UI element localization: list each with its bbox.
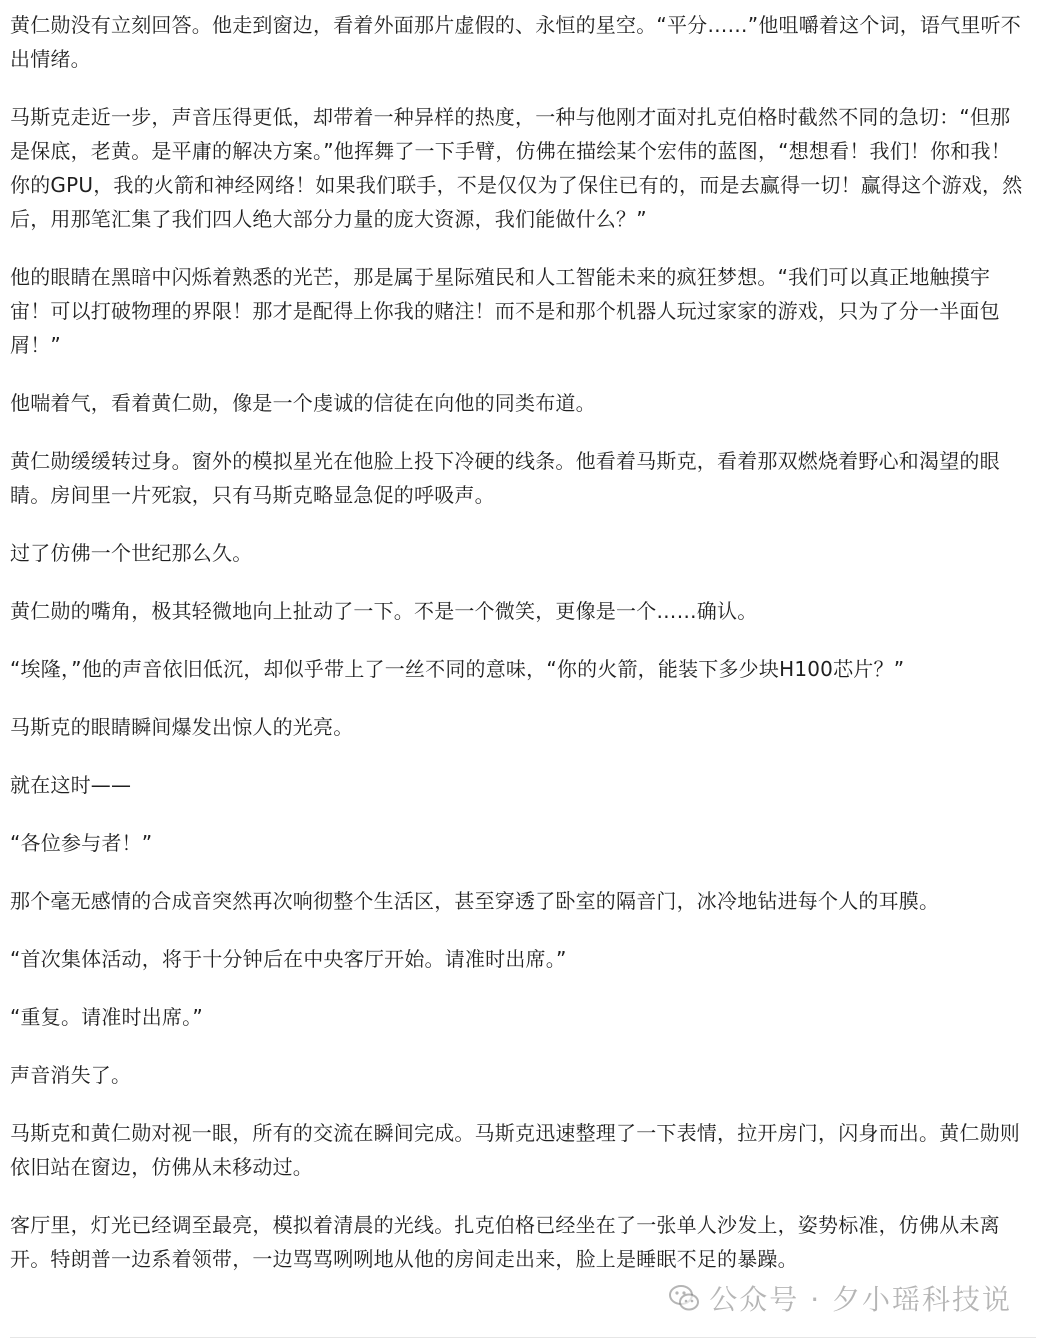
- paragraph-17: 客厅里，灯光已经调至最亮，模拟着清晨的光线。扎克伯格已经坐在了一张单人沙发上，姿势标准，仿佛从未离开。特朗普一边系着领带，一边骂骂咧咧地从他的房间走出来，脸上是睡眠不足的暴躁。: [10, 1213, 1000, 1271]
- paragraph-8: “埃隆，”他的声音依旧低沉，却似乎带上了一丝不同的意味，“你的火箭，能装下多少块H100芯片？”: [10, 657, 905, 681]
- paragraph-12: 那个毫无感情的合成音突然再次响彻整个生活区，甚至穿透了卧室的隔音门，冰冷地钻进每个人的耳膜。: [10, 889, 940, 913]
- watermark-text: 公众号 · 夕小瑶科技说: [709, 1283, 1012, 1316]
- paragraph-10: 就在这时——: [10, 773, 132, 797]
- paragraph-3: 他的眼睛在黑暗中闪烁着熟悉的光芒，那是属于星际殖民和人工智能未来的疯狂梦想。“我们可以真正地触摸宇宙！可以打破物理的界限！那才是配得上你我的赌注！而不是和那个机器人玩过家家的游戏，只为了分一半面包屑！”: [10, 265, 1000, 357]
- paragraph-15: 声音消失了。: [10, 1063, 132, 1087]
- paragraph-1: 黄仁勋没有立刻回答。他走到窗边，看着外面那片虚假的、永恒的星空。“平分……”他咀嚼着这个词，语气里听不出情绪。: [10, 13, 1021, 71]
- paragraph-14: “重复。请准时出席。”: [10, 1005, 203, 1029]
- paragraph-13: “首次集体活动，将于十分钟后在中央客厅开始。请准时出席。”: [10, 947, 567, 971]
- paragraph-9: 马斯克的眼睛瞬间爆发出惊人的光亮。: [10, 715, 354, 739]
- paragraph-2: 马斯克走近一步，声音压得更低，却带着一种异样的热度，一种与他刚才面对扎克伯格时截然不同的急切：“但那是保底，老黄。是平庸的解决方案。”他挥舞了一下手臂，仿佛在描绘某个宏伟的蓝图，“想想看！我们！你和我！你的GPU，我的火箭和神经网络！如果我们联手，不是仅仅为了保住已有的，而是去赢得一切！赢得这个游戏，然后，用那笔汇集了我们四人绝大部分力量的庞大资源，我们能做什么？”: [10, 105, 1023, 231]
- divider: [10, 1337, 1036, 1338]
- paragraph-6: 过了仿佛一个世纪那么久。: [10, 541, 253, 565]
- paragraph-16: 马斯克和黄仁勋对视一眼，所有的交流在瞬间完成。马斯克迅速整理了一下表情，拉开房门，闪身而出。黄仁勋则依旧站在窗边，仿佛从未移动过。: [10, 1121, 1020, 1179]
- paragraph-5: 黄仁勋缓缓转过身。窗外的模拟星光在他脸上投下冷硬的线条。他看着马斯克，看着那双燃烧着野心和渴望的眼睛。房间里一片死寂，只有马斯克略显急促的呼吸声。: [10, 449, 1000, 507]
- paragraph-7: 黄仁勋的嘴角，极其轻微地向上扯动了一下。不是一个微笑，更像是一个……确认。: [10, 599, 758, 623]
- article-body: [10, 8, 1026, 1300]
- paragraph-4: 他喘着气，看着黄仁勋，像是一个虔诚的信徒在向他的同类布道。: [10, 391, 596, 415]
- paragraph-11: “各位参与者！”: [10, 831, 153, 855]
